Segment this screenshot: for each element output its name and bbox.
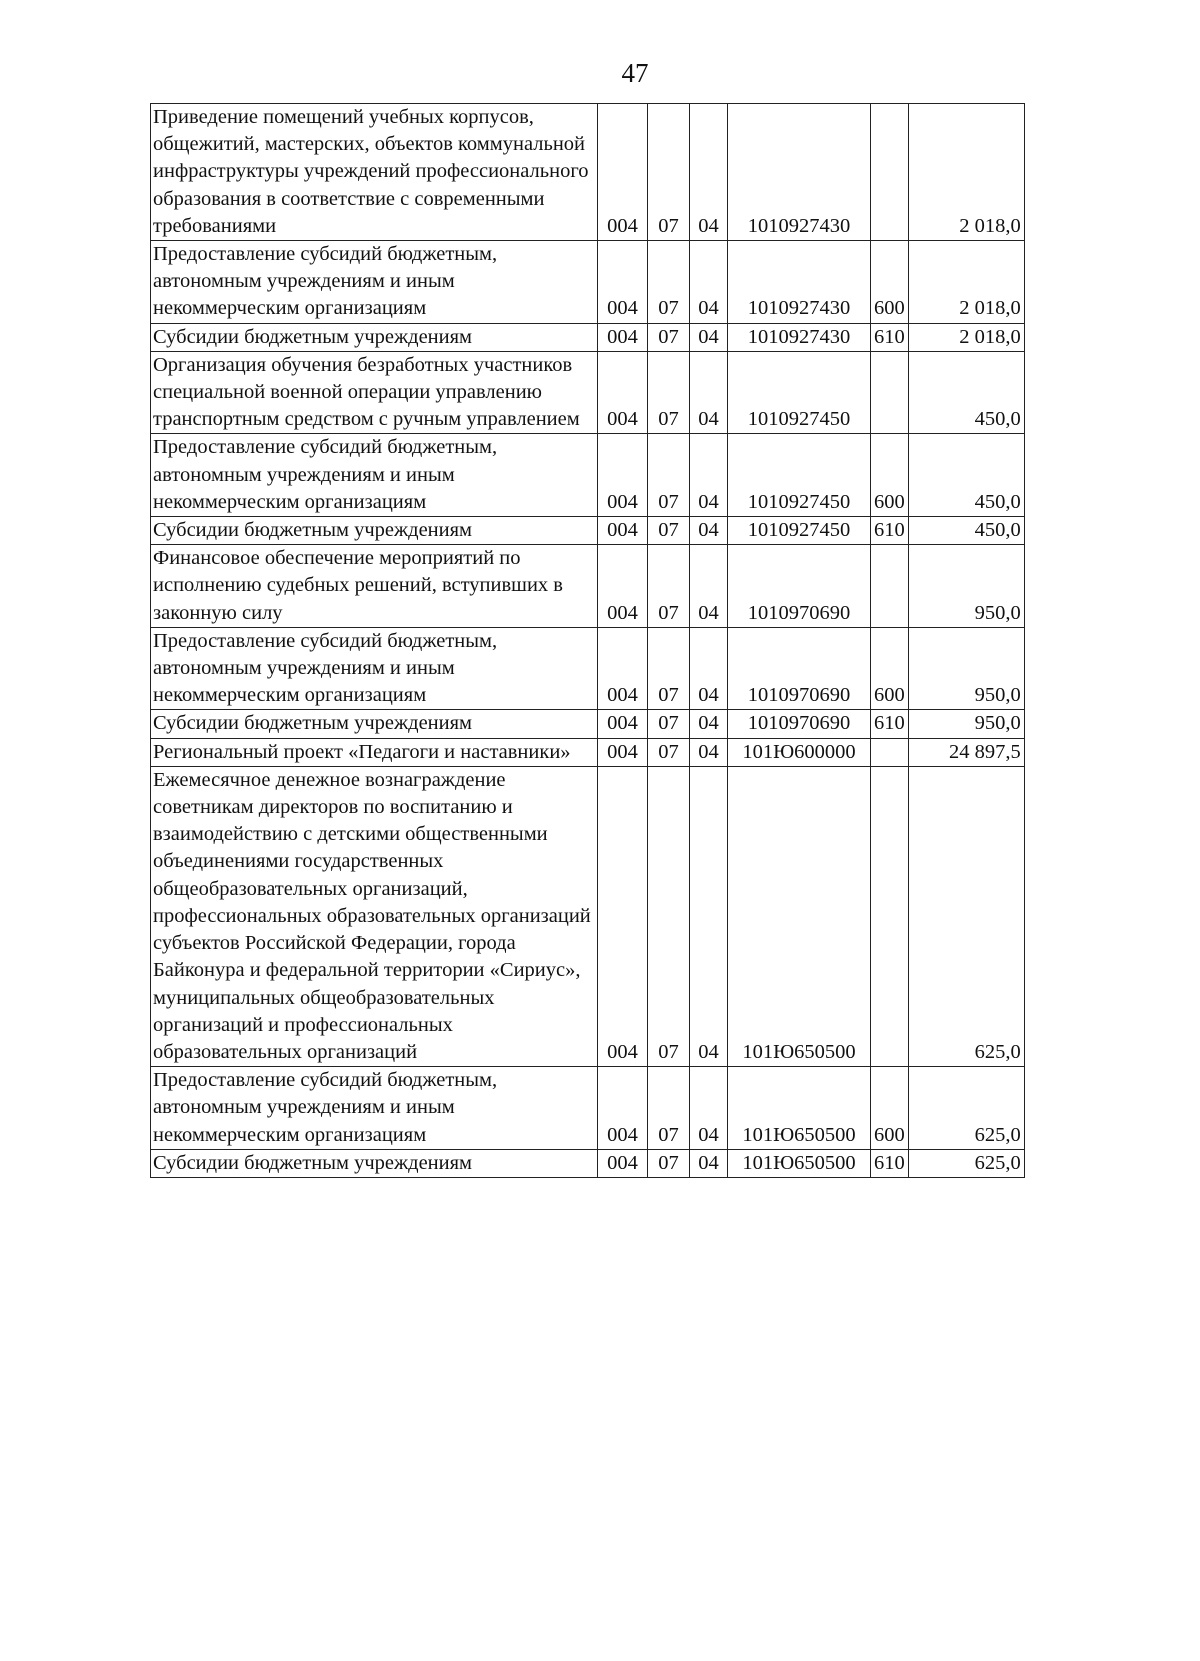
table-row bbox=[151, 738, 1025, 766]
row-amount: 625,0 bbox=[908, 1067, 1024, 1150]
row-section-code: 07 bbox=[648, 323, 690, 351]
table-row bbox=[151, 1067, 1025, 1150]
row-target-code: 1010970690 bbox=[728, 627, 871, 710]
row-expense-type: 600 bbox=[871, 434, 909, 517]
row-ministry-code: 004 bbox=[598, 323, 648, 351]
row-amount: 24 897,5 bbox=[908, 738, 1024, 766]
row-amount: 950,0 bbox=[908, 545, 1024, 628]
row-ministry-code: 004 bbox=[598, 351, 648, 434]
row-section-code: 07 bbox=[648, 1149, 690, 1177]
row-subsection-code: 04 bbox=[690, 627, 728, 710]
row-ministry-code: 004 bbox=[598, 710, 648, 738]
row-amount: 2 018,0 bbox=[908, 323, 1024, 351]
table-row bbox=[151, 323, 1025, 351]
page-number: 47 bbox=[621, 58, 649, 88]
row-section-code: 07 bbox=[648, 710, 690, 738]
row-name: Субсидии бюджетным учреждениям bbox=[151, 1149, 598, 1177]
row-subsection-code: 04 bbox=[690, 545, 728, 628]
row-expense-type: 600 bbox=[871, 627, 909, 710]
row-target-code: 101Ю650500 bbox=[728, 1067, 871, 1150]
row-section-code: 07 bbox=[648, 627, 690, 710]
row-expense-type bbox=[871, 545, 909, 628]
row-target-code: 101Ю650500 bbox=[728, 1149, 871, 1177]
row-name: Приведение помещений учебных корпусов, общежитий, мастерских, объектов коммунальной инфраструктуры учреждений профессионального образования в соответствие с современными требованиями bbox=[151, 104, 598, 241]
row-amount: 2 018,0 bbox=[908, 104, 1024, 241]
row-target-code: 1010927430 bbox=[728, 323, 871, 351]
row-subsection-code: 04 bbox=[690, 766, 728, 1066]
row-target-code: 101Ю600000 bbox=[728, 738, 871, 766]
row-amount: 450,0 bbox=[908, 434, 1024, 517]
row-ministry-code: 004 bbox=[598, 1149, 648, 1177]
row-subsection-code: 04 bbox=[690, 434, 728, 517]
budget-table bbox=[150, 103, 1025, 1178]
row-name: Предоставление субсидий бюджетным, автономным учреждениям и иным некоммерческим организациям bbox=[151, 434, 598, 517]
row-section-code: 07 bbox=[648, 1067, 690, 1150]
row-target-code: 1010927450 bbox=[728, 434, 871, 517]
table-row bbox=[151, 1149, 1025, 1177]
row-ministry-code: 004 bbox=[598, 434, 648, 517]
row-target-code: 1010927450 bbox=[728, 351, 871, 434]
row-expense-type: 610 bbox=[871, 1149, 909, 1177]
table-row bbox=[151, 351, 1025, 434]
row-expense-type: 610 bbox=[871, 323, 909, 351]
row-ministry-code: 004 bbox=[598, 627, 648, 710]
row-expense-type: 610 bbox=[871, 710, 909, 738]
row-name: Финансовое обеспечение мероприятий по исполнению судебных решений, вступивших в законную силу bbox=[151, 545, 598, 628]
row-name: Организация обучения безработных участников специальной военной операции управлению транспортным средством с ручным управлением bbox=[151, 351, 598, 434]
row-subsection-code: 04 bbox=[690, 517, 728, 545]
row-expense-type bbox=[871, 104, 909, 241]
row-section-code: 07 bbox=[648, 351, 690, 434]
row-amount: 950,0 bbox=[908, 710, 1024, 738]
table-row bbox=[151, 710, 1025, 738]
row-ministry-code: 004 bbox=[598, 738, 648, 766]
row-target-code: 1010970690 bbox=[728, 545, 871, 628]
table-row bbox=[151, 434, 1025, 517]
table-row bbox=[151, 766, 1025, 1066]
row-subsection-code: 04 bbox=[690, 241, 728, 324]
row-target-code: 1010927450 bbox=[728, 517, 871, 545]
table-row bbox=[151, 517, 1025, 545]
table-row bbox=[151, 241, 1025, 324]
row-expense-type: 600 bbox=[871, 1067, 909, 1150]
row-name: Региональный проект «Педагоги и наставники» bbox=[151, 738, 598, 766]
row-amount: 950,0 bbox=[908, 627, 1024, 710]
budget-table-body bbox=[151, 104, 1025, 1178]
row-section-code: 07 bbox=[648, 766, 690, 1066]
table-row bbox=[151, 104, 1025, 241]
row-expense-type bbox=[871, 766, 909, 1066]
row-name: Предоставление субсидий бюджетным, автономным учреждениям и иным некоммерческим организациям bbox=[151, 241, 598, 324]
row-name: Субсидии бюджетным учреждениям bbox=[151, 323, 598, 351]
row-subsection-code: 04 bbox=[690, 738, 728, 766]
row-section-code: 07 bbox=[648, 241, 690, 324]
row-amount: 450,0 bbox=[908, 351, 1024, 434]
row-target-code: 1010970690 bbox=[728, 710, 871, 738]
row-section-code: 07 bbox=[648, 545, 690, 628]
row-expense-type: 610 bbox=[871, 517, 909, 545]
row-name: Ежемесячное денежное вознаграждение советникам директоров по воспитанию и взаимодействию с детскими общественными объединениями государственных общеобразовательных организаций, профессиональных образовательных организаций субъектов Российской Федерации, города Байконура и федеральной территории «Сириус», муниципальных общеобразовательных организаций и профессиональных образовательных организаций bbox=[151, 766, 598, 1066]
row-name: Предоставление субсидий бюджетным, автономным учреждениям и иным некоммерческим организациям bbox=[151, 627, 598, 710]
row-name: Субсидии бюджетным учреждениям bbox=[151, 710, 598, 738]
row-amount: 625,0 bbox=[908, 766, 1024, 1066]
row-ministry-code: 004 bbox=[598, 241, 648, 324]
row-ministry-code: 004 bbox=[598, 766, 648, 1066]
row-expense-type: 600 bbox=[871, 241, 909, 324]
row-ministry-code: 004 bbox=[598, 545, 648, 628]
row-section-code: 07 bbox=[648, 104, 690, 241]
row-ministry-code: 004 bbox=[598, 1067, 648, 1150]
row-name: Субсидии бюджетным учреждениям bbox=[151, 517, 598, 545]
row-section-code: 07 bbox=[648, 738, 690, 766]
row-target-code: 101Ю650500 bbox=[728, 766, 871, 1066]
row-subsection-code: 04 bbox=[690, 323, 728, 351]
table-row bbox=[151, 627, 1025, 710]
row-section-code: 07 bbox=[648, 517, 690, 545]
row-section-code: 07 bbox=[648, 434, 690, 517]
row-target-code: 1010927430 bbox=[728, 104, 871, 241]
row-ministry-code: 004 bbox=[598, 104, 648, 241]
row-subsection-code: 04 bbox=[690, 104, 728, 241]
row-amount: 625,0 bbox=[908, 1149, 1024, 1177]
row-amount: 450,0 bbox=[908, 517, 1024, 545]
row-expense-type bbox=[871, 738, 909, 766]
table-row bbox=[151, 545, 1025, 628]
row-subsection-code: 04 bbox=[690, 351, 728, 434]
row-subsection-code: 04 bbox=[690, 710, 728, 738]
row-subsection-code: 04 bbox=[690, 1149, 728, 1177]
row-subsection-code: 04 bbox=[690, 1067, 728, 1150]
row-amount: 2 018,0 bbox=[908, 241, 1024, 324]
row-name: Предоставление субсидий бюджетным, автономным учреждениям и иным некоммерческим организациям bbox=[151, 1067, 598, 1150]
row-target-code: 1010927430 bbox=[728, 241, 871, 324]
row-ministry-code: 004 bbox=[598, 517, 648, 545]
row-expense-type bbox=[871, 351, 909, 434]
